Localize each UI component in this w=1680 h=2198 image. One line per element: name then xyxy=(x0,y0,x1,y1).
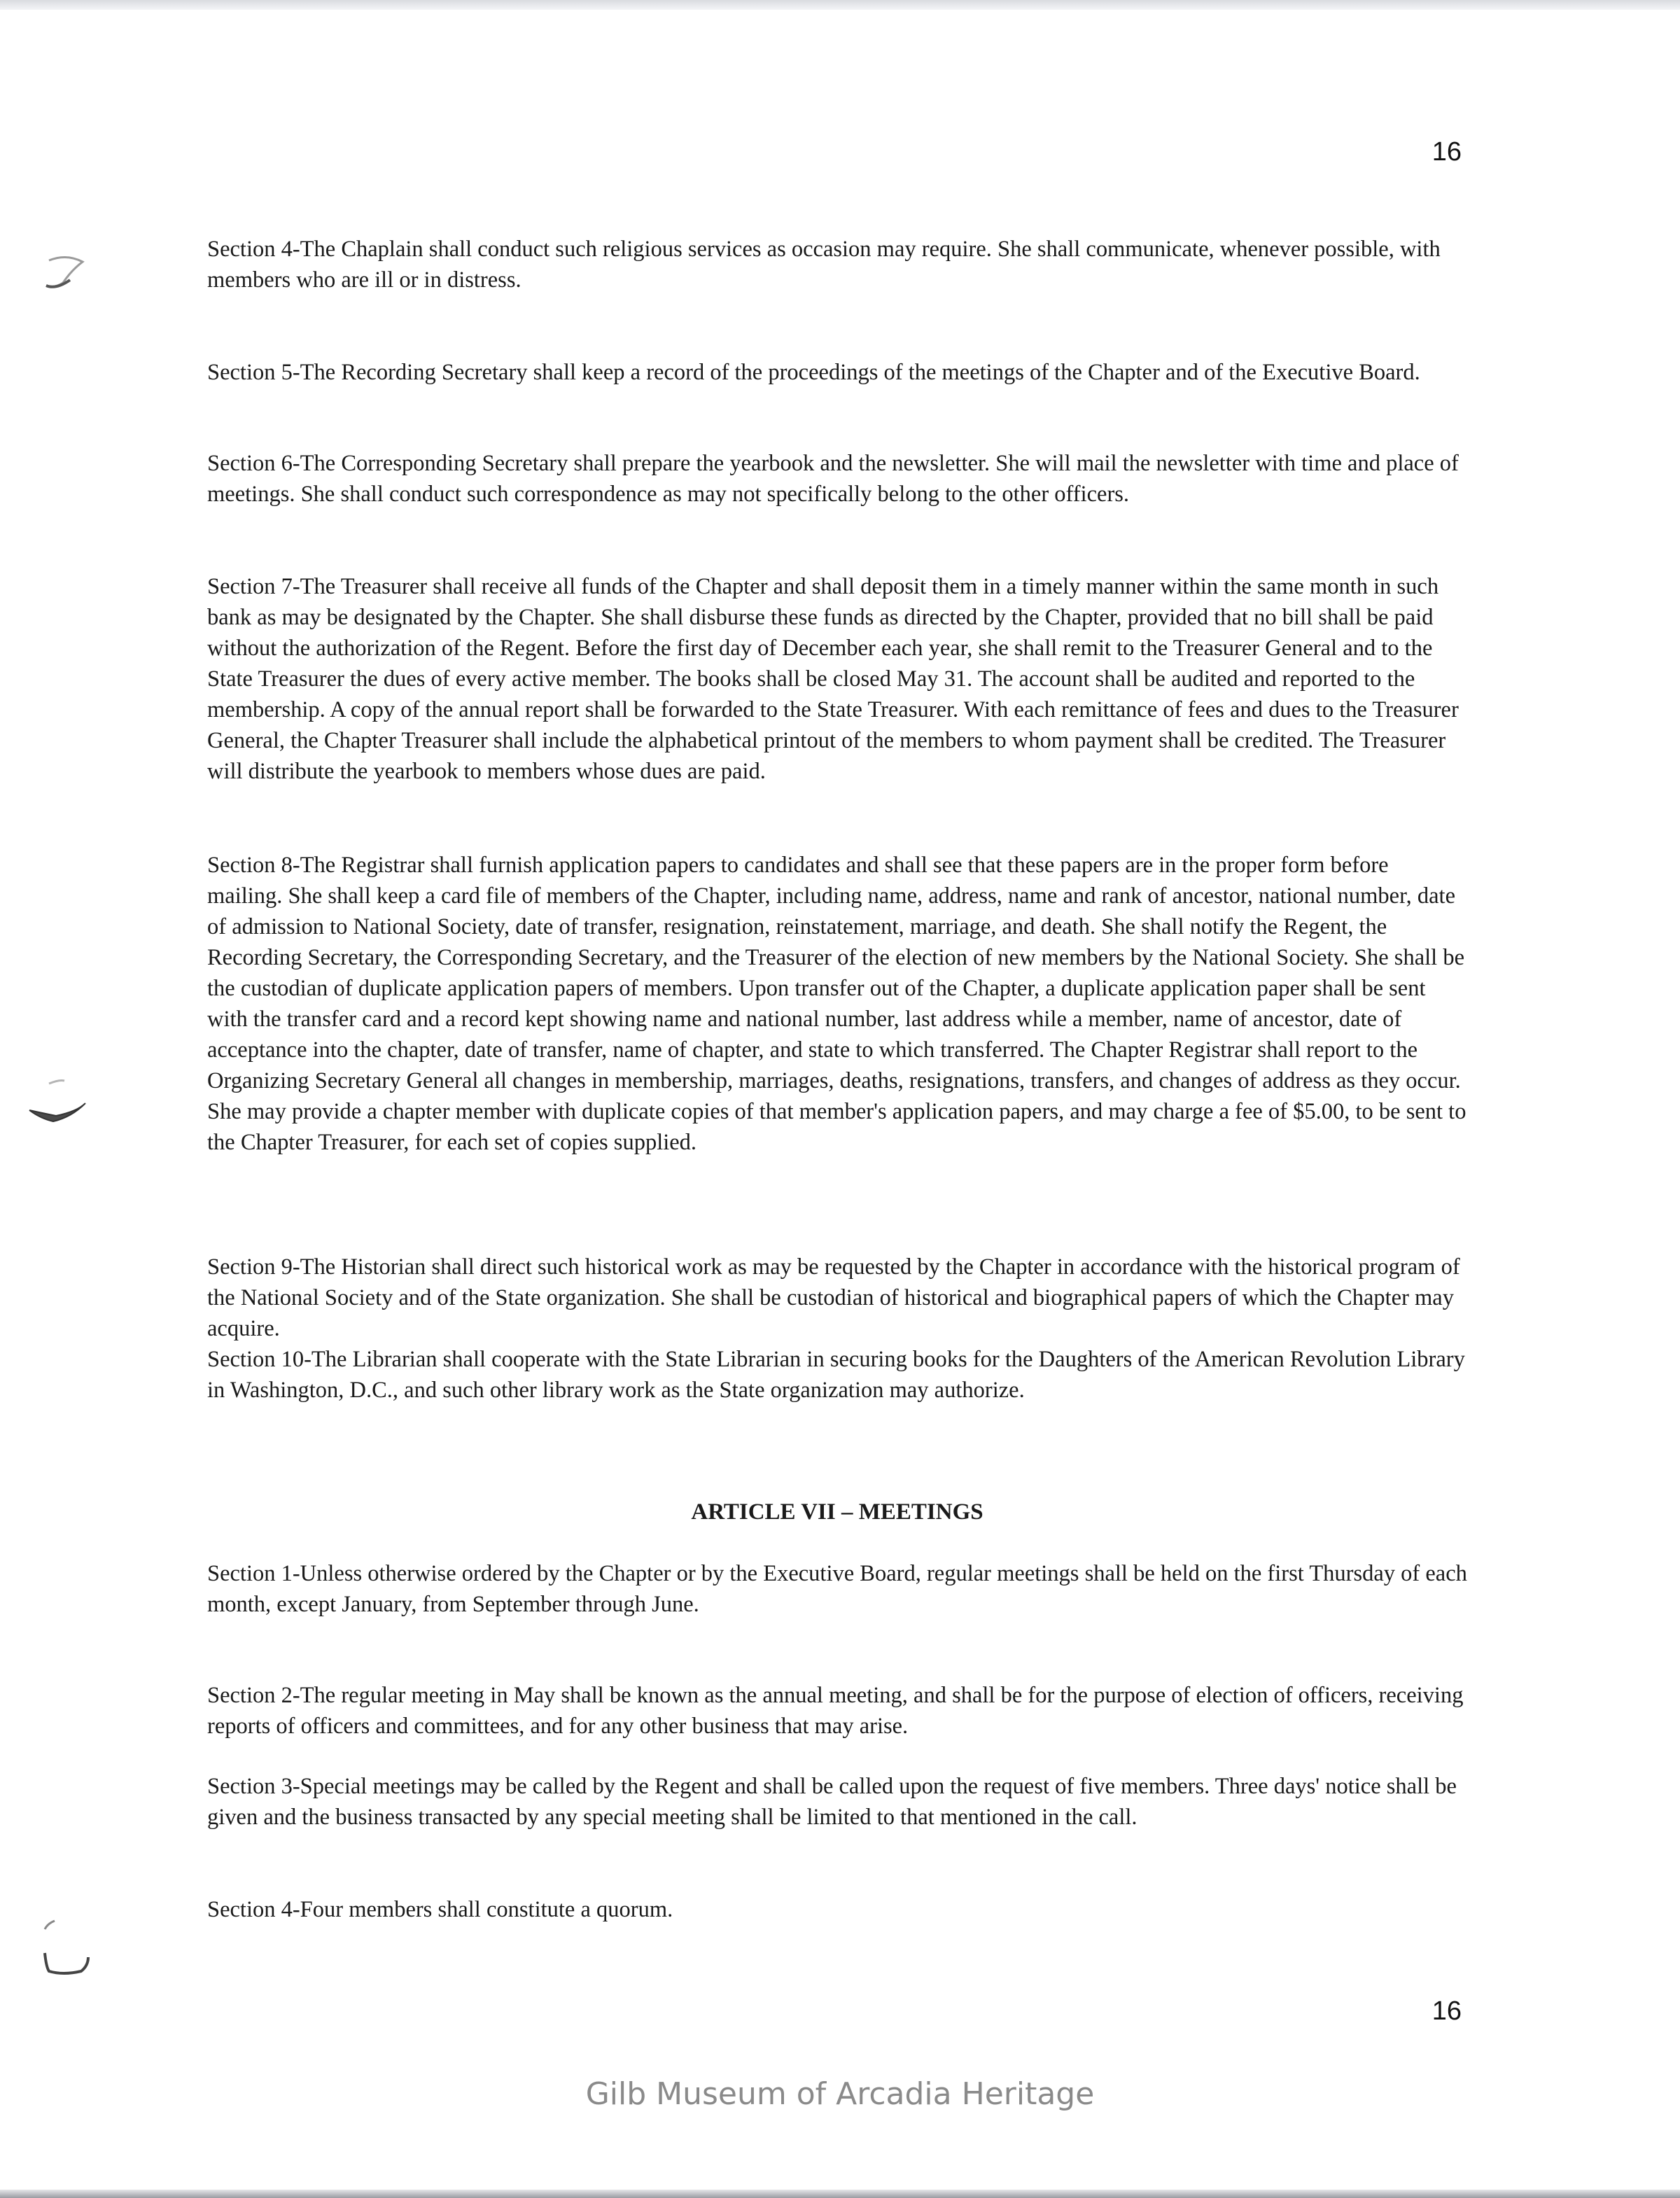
punch-hole-mark-bottom xyxy=(21,1911,98,1988)
page-number-top: 16 xyxy=(1432,137,1462,167)
section-4-chaplain: Section 4-The Chaplain shall conduct such religious services as occasion may require. She shall communicate, whenever possible, with members who are ill or in distress. xyxy=(207,237,1441,293)
scan-bottom-edge xyxy=(0,2190,1680,2198)
meetings-section-3: Section 3-Special meetings may be called by the Regent and shall be called upon the request of five members. Three days' notice shall be given and the business transacted by any special meeting shall be limited to that mentioned in the call. xyxy=(207,1774,1457,1830)
page-number-bottom: 16 xyxy=(1432,1996,1462,2026)
section-6-corresponding-secretary: Section 6-The Corresponding Secretary shall prepare the yearbook and the newsletter. She will mail the newsletter with time and place of meetings. She shall conduct such correspondence as may not specifically belong to the other officers. xyxy=(207,451,1459,507)
section-7-treasurer: Section 7-The Treasurer shall receive all funds of the Chapter and shall deposit them in a timely manner within the same month in such bank as may be designated by the Chapter. She shall disburse these funds as directed by the Chapter, provided that no bill shall be paid without the authorization of the Regent. Before the first day of December each year, she shall remit to the Treasurer General and to the State Treasurer the dues of every active member. The books shall be closed May 31. The account shall be audited and reported to the membership. A copy of the annual report shall be forwarded to the State Treasurer. With each remittance of fees and dues to the Treasurer General, the Chapter Treasurer shall include the alphabetical printout of the members to whom payment shall be credited. The Treasurer will distribute the yearbook to members whose dues are paid. xyxy=(207,574,1459,784)
punch-hole-mark-top xyxy=(21,246,91,295)
meetings-section-2: Section 2-The regular meeting in May shall be known as the annual meeting, and shall be for the purpose of election of officers, receiving reports of officers and committees, and for any other business that may arise. xyxy=(207,1683,1464,1739)
section-5-recording-secretary: Section 5-The Recording Secretary shall keep a record of the proceedings of the meetings of the Chapter and of the Executive Board. xyxy=(207,360,1420,385)
section-10-librarian: Section 10-The Librarian shall cooperate with the State Librarian in securing books for the Daughters of the American Revolution Library in Washington, D.C., and such other library work as the State organization may authorize. xyxy=(207,1347,1465,1403)
section-8-registrar: Section 8-The Registrar shall furnish application papers to candidates and shall see that these papers are in the proper form before mailing. She shall keep a card file of members of the Chapter, including name, address, name and rank of ancestor, national number, date of admission to National Society, date of transfer, resignation, reinstatement, marriage, and death. She shall notify the Regent, the Recording Secretary, the Corresponding Secretary, and the Treasurer of the election of new members by the National Society. She shall be the custodian of duplicate application papers of members. Upon transfer out of the Chapter, a duplicate application paper shall be sent with the transfer card and a record kept showing name and national number, last address while a member, name of ancestor, date of acceptance into the chapter, date of transfer, name of chapter, and state to which transferred. The Chapter Registrar shall report to the Organizing Secretary General all changes in membership, marriages, deaths, resignations, transfers, and changes of address as they occur. She may provide a chapter member with duplicate copies of that member's application papers, and may charge a fee of $5.00, to be sent to the Chapter Treasurer, for each set of copies supplied. xyxy=(207,853,1466,1155)
meetings-section-1: Section 1-Unless otherwise ordered by the Chapter or by the Executive Board, regular meetings shall be held on the first Thursday of each month, except January, from September through June. xyxy=(207,1561,1467,1617)
scan-top-edge xyxy=(0,0,1680,10)
museum-credit: Gilb Museum of Arcadia Heritage xyxy=(585,2076,1095,2112)
punch-hole-mark-middle xyxy=(21,1070,91,1133)
article-heading: ARTICLE VII – MEETINGS xyxy=(691,1499,983,1525)
meetings-section-4: Section 4-Four members shall constitute a quorum. xyxy=(207,1897,673,1922)
section-9-historian: Section 9-The Historian shall direct such historical work as may be requested by the Chapter in accordance with the historical program of the National Society and of the State organization. She shall be custodian of historical and biographical papers of which the Chapter may acquire. xyxy=(207,1254,1460,1341)
